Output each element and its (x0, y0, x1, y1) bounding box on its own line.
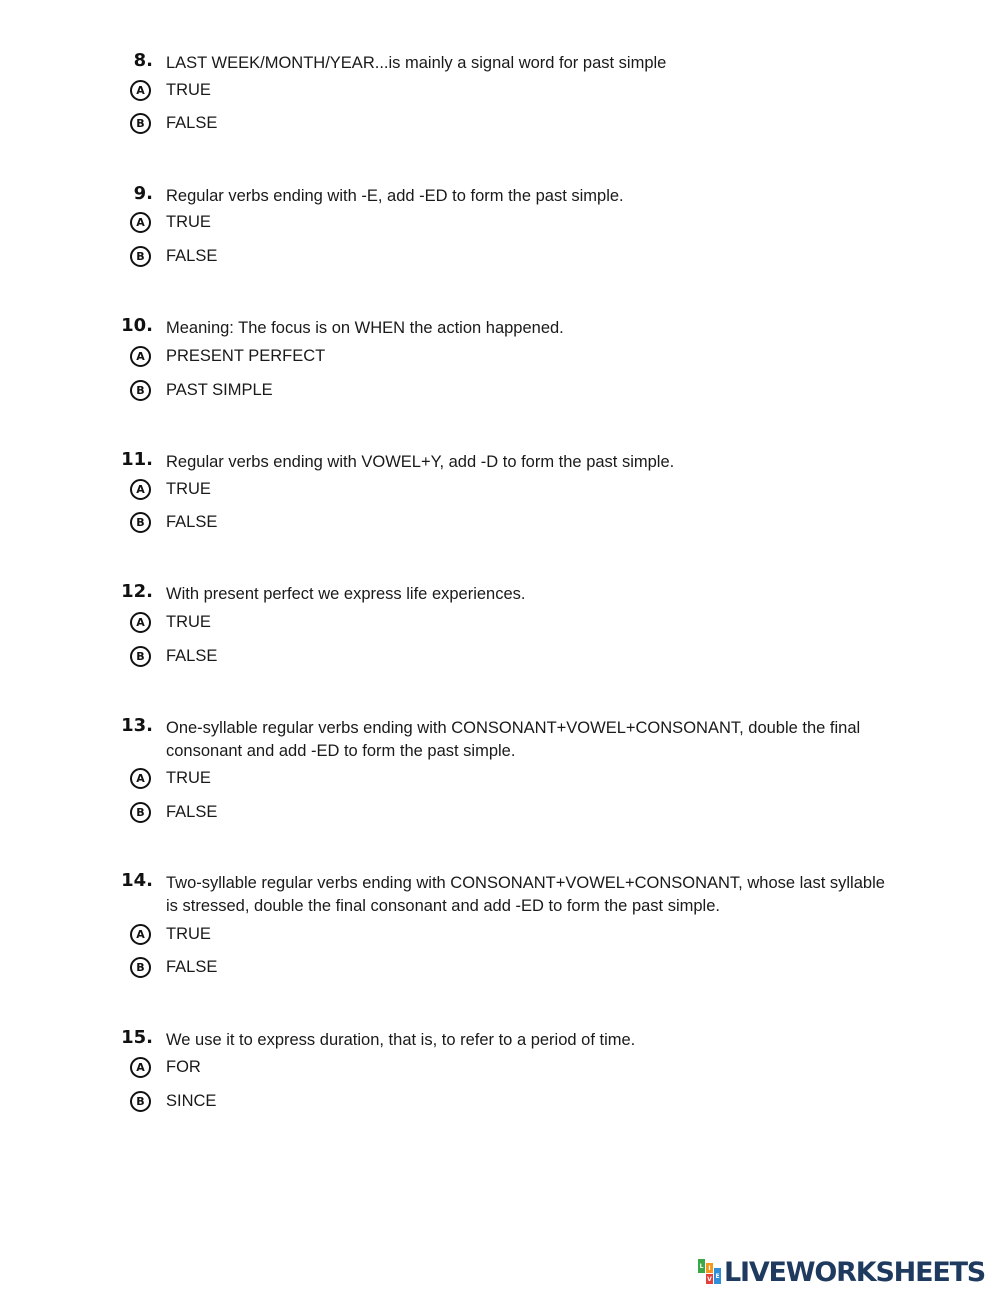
option-a[interactable] (130, 921, 211, 947)
option-label[interactable]: FALSE (166, 246, 218, 265)
option-a[interactable] (130, 476, 211, 502)
question-text: LAST WEEK/MONTH/YEAR...is mainly a signal word for past simple (166, 54, 667, 72)
option-b[interactable] (130, 1088, 216, 1114)
option-label[interactable]: TRUE (166, 612, 211, 631)
option-b[interactable] (130, 110, 217, 136)
question-number: 8. (133, 50, 153, 71)
option-letter-b[interactable]: B (130, 512, 151, 533)
question-text: Regular verbs ending with VOWEL+Y, add -D to form the past simple. (166, 453, 675, 471)
option-b[interactable] (130, 799, 217, 825)
option-b[interactable] (130, 243, 217, 269)
option-label[interactable]: FOR (166, 1057, 201, 1076)
option-letter-b[interactable]: B (130, 646, 151, 667)
option-b[interactable] (130, 643, 217, 669)
question-number: 11. (121, 449, 153, 470)
option-label[interactable]: SINCE (166, 1091, 217, 1110)
question-number: 9. (133, 183, 153, 204)
option-label[interactable]: PRESENT PERFECT (166, 346, 326, 365)
option-letter-a[interactable]: A (130, 1057, 151, 1078)
option-letter-b[interactable]: B (130, 957, 151, 978)
option-letter-a[interactable]: A (130, 346, 151, 367)
question-number: 14. (121, 870, 153, 891)
option-letter-b[interactable]: B (130, 1091, 151, 1112)
option-label[interactable]: TRUE (166, 768, 211, 787)
option-label[interactable]: TRUE (166, 212, 211, 231)
option-a[interactable] (130, 1054, 201, 1080)
logo-mark-letter-i: I (706, 1263, 713, 1273)
option-label[interactable]: FALSE (166, 957, 218, 976)
question-text: Two-syllable regular verbs ending with CONSONANT+VOWEL+CONSONANT, whose last syllable is stressed, double the final consonant and add -ED to form the past simple. (166, 874, 885, 915)
option-letter-a[interactable]: A (130, 612, 151, 633)
question-text: With present perfect we express life experiences. (166, 585, 526, 603)
option-letter-a[interactable]: A (130, 479, 151, 500)
option-b[interactable] (130, 377, 273, 403)
question-text: Meaning: The focus is on WHEN the action happened. (166, 319, 564, 337)
option-label[interactable]: TRUE (166, 924, 211, 943)
logo-mark-letter-v: V (707, 1275, 712, 1283)
option-a[interactable] (130, 765, 211, 791)
option-letter-a[interactable]: A (130, 80, 151, 101)
option-label[interactable]: PAST SIMPLE (166, 380, 273, 399)
option-label[interactable]: FALSE (166, 512, 218, 531)
option-label[interactable]: TRUE (166, 479, 211, 498)
option-a[interactable] (130, 209, 211, 235)
option-letter-b[interactable]: B (130, 380, 151, 401)
liveworksheets-logo-icon (698, 1259, 722, 1285)
liveworksheets-logo (698, 1257, 985, 1287)
question-number: 10. (121, 315, 153, 336)
option-b[interactable] (130, 954, 217, 980)
option-label[interactable]: FALSE (166, 646, 218, 665)
option-a[interactable] (130, 609, 211, 635)
logo-text: LIVEWORKSHEETS (724, 1256, 986, 1288)
question-text: Regular verbs ending with -E, add -ED to form the past simple. (166, 187, 624, 205)
question-number: 15. (121, 1027, 153, 1048)
option-letter-a[interactable]: A (130, 924, 151, 945)
option-letter-a[interactable]: A (130, 212, 151, 233)
option-a[interactable] (130, 77, 211, 103)
option-label[interactable]: FALSE (166, 802, 218, 821)
logo-mark-letter-e: E (714, 1268, 721, 1284)
question-text: One-syllable regular verbs ending with CONSONANT+VOWEL+CONSONANT, double the final consonant and add -ED to form the past simple. (166, 719, 861, 760)
option-label[interactable]: TRUE (166, 80, 211, 99)
option-label[interactable]: FALSE (166, 113, 218, 132)
question-number: 12. (121, 581, 153, 602)
logo-mark-letter-l: L (698, 1259, 705, 1273)
option-b[interactable] (130, 509, 217, 535)
question-text: We use it to express duration, that is, to refer to a period of time. (166, 1031, 636, 1049)
option-a[interactable] (130, 343, 325, 369)
question-number: 13. (121, 715, 153, 736)
option-letter-a[interactable]: A (130, 768, 151, 789)
option-letter-b[interactable]: B (130, 802, 151, 823)
option-letter-b[interactable]: B (130, 113, 151, 134)
option-letter-b[interactable]: B (130, 246, 151, 267)
